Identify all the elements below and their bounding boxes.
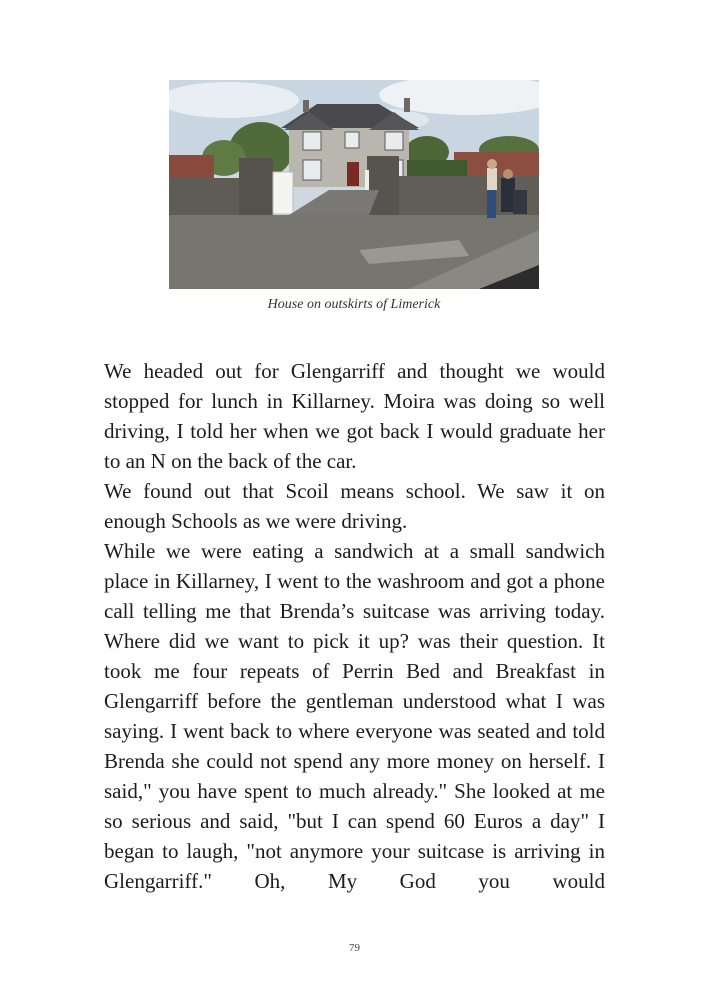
house-photo [169, 80, 539, 289]
paragraph: We found out that Scoil means school. We saw it on enough Schools as we were driving. [104, 479, 605, 533]
body-text [104, 356, 605, 896]
page-number: 79 [349, 942, 360, 954]
paragraph: While we were eating a sandwich at a small sandwich place in Killarney, I went to the washroom and got a phone call telling me that Brenda’s suitcase was arriving today. Where did we want to pick it up? was their question. It took me four repeats of Perrin Bed and Breakfast in Glengarriff before the gentleman understood what I was saying. I went back to where everyone was seated and told Brenda she could not spend any more money on herself. I said," you have spent to much already." She looked at me so serious and said, "but I can spend 60 Euros a day" I began to laugh, "not anymore your suitcase is arriving in Glengarriff." Oh, My God you would [104, 539, 605, 893]
photo-caption: House on outskirts of Limerick [267, 297, 441, 312]
paragraph: We headed out for Glengarriff and thought we would stopped for lunch in Killarney. Moira was doing so well driving, I told her when we got back I would graduate her to an N on the back of the car. [104, 359, 605, 473]
